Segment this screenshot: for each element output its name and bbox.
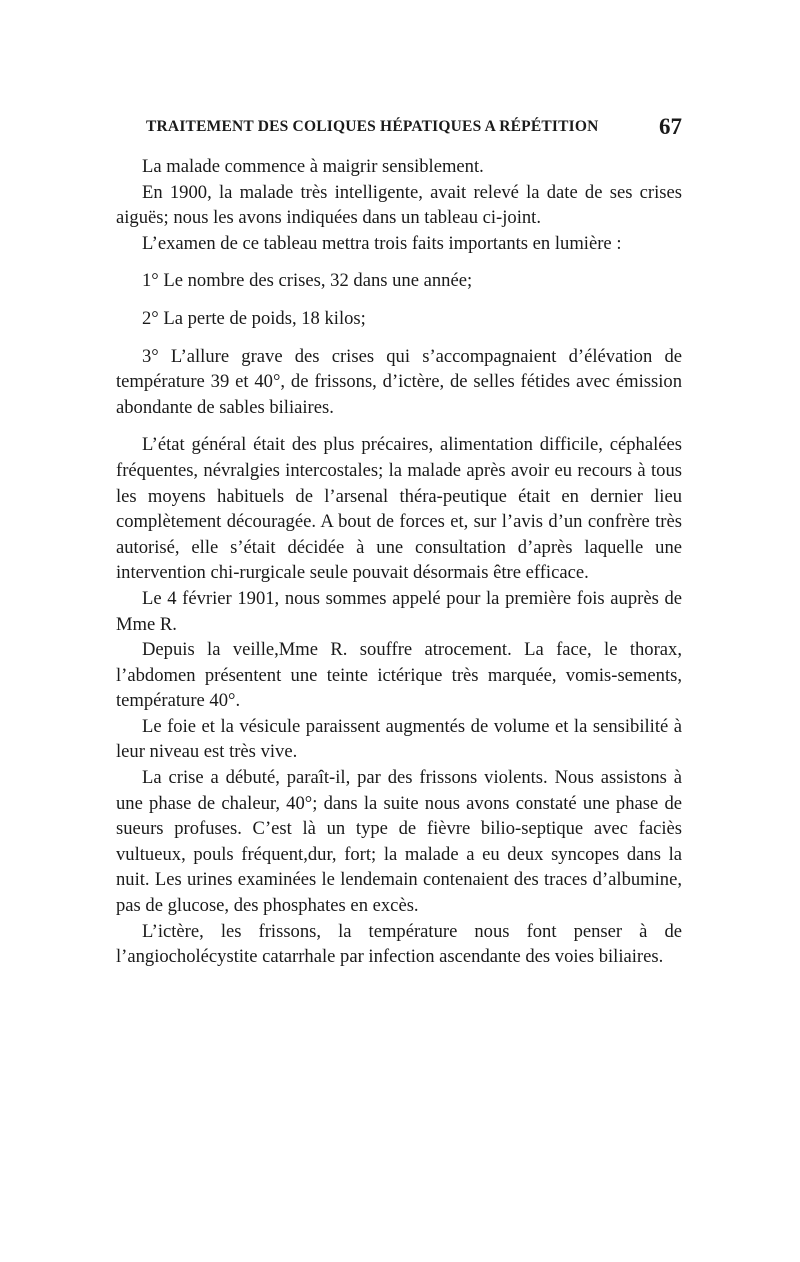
paragraph-first-visit: Le 4 février 1901, nous sommes appelé pour la première fois auprès de Mme R. [116, 587, 682, 635]
page-number: 67 [659, 114, 682, 139]
paragraph-crisis-course: La crise a débuté, paraît-il, par des frissons violents. Nous assistons à une phase de chaleur, 40°; dans la suite nous avons constaté une phase de sueurs profuses. C’est là un type de fièvre bilio-septique avec faciès vultueux, pouls fréquent,dur, fort; la malade a eu deux syncopes dans la nuit. Les urines examinées le lendemain contenaient des traces d’albumine, pas de glucose, des phosphates en excès. [116, 767, 682, 917]
paragraph-table-facts: L’examen de ce tableau mettra trois faits importants en lumière : [142, 232, 622, 254]
running-title: TRAITEMENT DES COLIQUES HÉPATIQUES A RÉPÉTITION [146, 118, 599, 135]
paragraph-crisis-dates: En 1900, la malade très intelligente, avait relevé la date de ses crises aiguës; nous les avons indiquées dans un tableau ci-joint. [116, 181, 682, 229]
paragraph-general-state: L’état général était des plus précaires, alimentation difficile, céphalées fréquentes, névralgies intercostales; la malade après avoir eu recours à tous les moyens habituels de l’arsenal théra-peutique était en dernier lieu complètement découragée. A bout de forces et, sur l’avis d’un confrère très autorisé, elle s’était décidée à une consultation d’après laquelle une intervention chi-rurgicale seule pouvait désormais être efficace. [116, 434, 682, 584]
paragraph-symptoms: Depuis la veille,Mme R. souffre atrocement. La face, le thorax, l’abdomen présentent une teinte ictérique très marquée, vomis-sements, température 40°. [116, 639, 682, 712]
paragraph-weight-loss: La malade commence à maigrir sensiblement. [142, 156, 484, 177]
running-head [116, 114, 682, 144]
list-item-weight-loss: 2° La perte de poids, 18 kilos; [142, 307, 366, 329]
paragraph-liver: Le foie et la vésicule paraissent augmentés de volume et la sensibilité à leur niveau est très vive. [116, 715, 682, 763]
paragraph-diagnosis: L’ictère, les frissons, la température nous font penser à de l’angiocholécystite catarrhale par infection ascendante des voies biliaires. [116, 920, 682, 968]
body-text [116, 154, 682, 970]
list-item-crisis-count: 1° Le nombre des crises, 32 dans une année; [142, 270, 473, 292]
list-item-crisis-severity: 3° L’allure grave des crises qui s’accompagnaient d’élévation de température 39 et 40°, de frissons, d’ictère, de selles fétides avec émission abondante de sables biliaires. [116, 345, 682, 418]
